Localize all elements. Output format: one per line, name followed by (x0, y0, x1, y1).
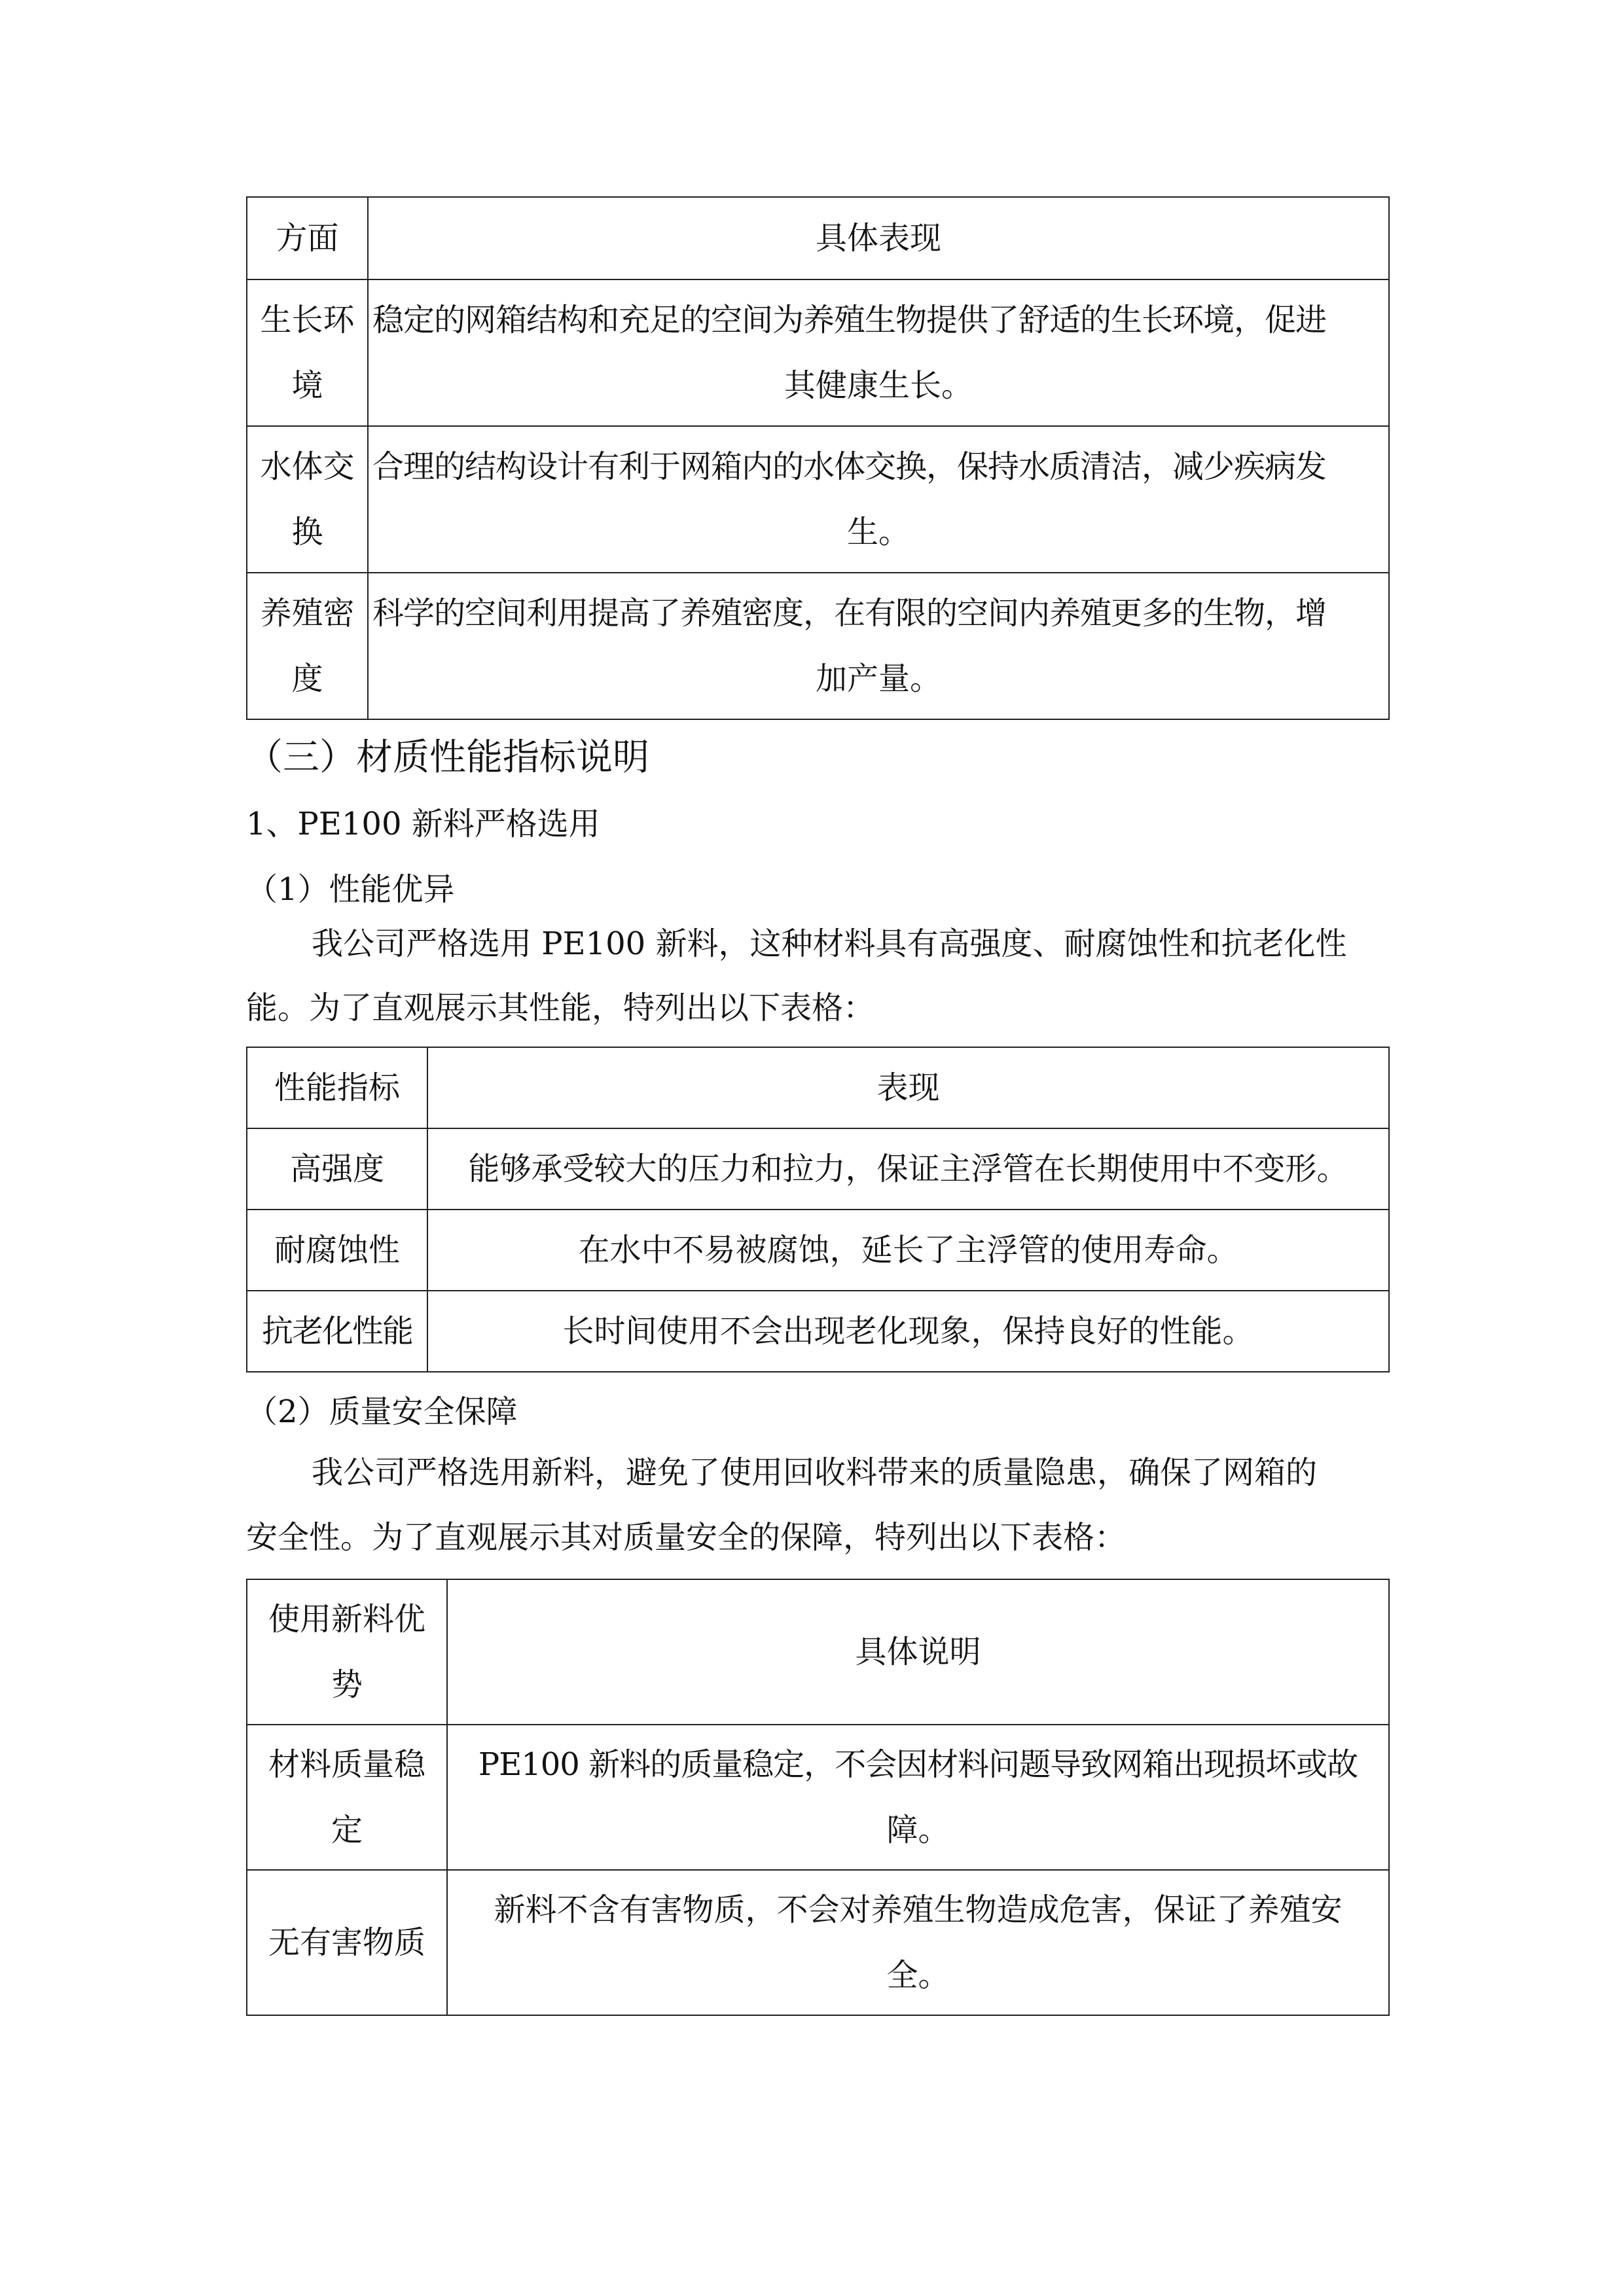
cell-line: 使用新料优 (268, 1601, 425, 1638)
cell-line: 全。 (886, 1957, 950, 1994)
table-header-cell: 具体表现 (368, 197, 1389, 279)
table-header-row (247, 1579, 1389, 1725)
table-row (247, 279, 1389, 426)
subheading-performance: （1）性能优异 (246, 871, 455, 908)
cell-line: 度 (291, 660, 323, 697)
table-row (247, 1725, 1389, 1870)
paragraph-line: 能。为了直观展示其性能，特列出以下表格： (246, 990, 875, 1026)
aspect-cell (247, 573, 368, 719)
cell-line: 水体交 (260, 448, 355, 485)
cell-line: 材料质量稳 (268, 1746, 425, 1783)
paragraph-line: 我公司严格选用新料，避免了使用回收料带来的质量隐患，确保了网箱的 (312, 1454, 1318, 1491)
table-header-cell: 表现 (427, 1047, 1389, 1128)
aspect-cell (247, 279, 368, 426)
table-header-row (247, 1047, 1389, 1128)
table-row (247, 426, 1389, 573)
table-header-cell: 方面 (247, 197, 368, 279)
indicator-cell: 耐腐蚀性 (247, 1210, 427, 1291)
cell-line: 合理的结构设计有利于网箱内的水体交换，保持水质清洁，减少疾病发 (372, 448, 1327, 485)
table-header-row (247, 197, 1389, 279)
indicator-cell: 高强度 (247, 1128, 427, 1210)
advantage-cell (247, 1870, 447, 2015)
cell-line: 定 (331, 1812, 363, 1848)
cell-line: 新料不含有害物质，不会对养殖生物造成危害，保证了养殖安 (494, 1892, 1343, 1928)
cell-line: 生长环 (260, 302, 355, 338)
cell-line: 稳定的网箱结构和充足的空间为养殖生物提供了舒适的生长环境，促进 (372, 302, 1327, 338)
cell-line: 境 (291, 367, 323, 404)
cell-line: 加产量。 (815, 660, 941, 697)
cell-line: 养殖密 (260, 595, 355, 632)
description-cell (447, 1870, 1389, 2015)
paragraph-line: 安全性。为了直观展示其对质量安全的保障，特列出以下表格： (246, 1519, 1127, 1556)
table-row (247, 1128, 1389, 1210)
cell-line: 换 (291, 514, 323, 550)
table-header-cell (247, 1579, 447, 1725)
section-heading: （三）材质性能指标说明 (246, 736, 649, 779)
cell-line: 无有害物质 (268, 1924, 425, 1961)
aspect-table (246, 196, 1390, 720)
table-header-cell: 具体说明 (447, 1579, 1389, 1725)
cell-line: 其健康生长。 (784, 367, 973, 404)
cell-line: 生。 (846, 514, 910, 550)
table-header-cell: 性能指标 (247, 1047, 427, 1128)
description-cell: 在水中不易被腐蚀，延长了主浮管的使用寿命。 (427, 1210, 1389, 1291)
table-row (247, 1210, 1389, 1291)
table-row (247, 1870, 1389, 2015)
new-material-table (246, 1579, 1390, 2016)
item-heading: 1、PE100 新料严格选用 (246, 806, 600, 842)
paragraph-line: 我公司严格选用 PE100 新料，这种材料具有高强度、耐腐蚀性和抗老化性 (312, 925, 1347, 962)
performance-table (246, 1047, 1390, 1372)
table-row (247, 573, 1389, 719)
advantage-cell (247, 1725, 447, 1870)
cell-line: 障。 (886, 1812, 950, 1848)
description-cell (368, 279, 1389, 426)
cell-line: 科学的空间利用提高了养殖密度，在有限的空间内养殖更多的生物，增 (372, 595, 1327, 632)
description-cell: 长时间使用不会出现老化现象，保持良好的性能。 (427, 1291, 1389, 1372)
description-cell (368, 426, 1389, 573)
cell-line: PE100 新料的质量稳定，不会因材料问题导致网箱出现损坏或故 (478, 1746, 1358, 1783)
subheading-quality: （2）质量安全保障 (246, 1393, 518, 1430)
cell-line: 势 (331, 1666, 363, 1703)
description-cell (447, 1725, 1389, 1870)
aspect-cell (247, 426, 368, 573)
table-row (247, 1291, 1389, 1372)
indicator-cell: 抗老化性能 (247, 1291, 427, 1372)
description-cell: 能够承受较大的压力和拉力，保证主浮管在长期使用中不变形。 (427, 1128, 1389, 1210)
description-cell (368, 573, 1389, 719)
